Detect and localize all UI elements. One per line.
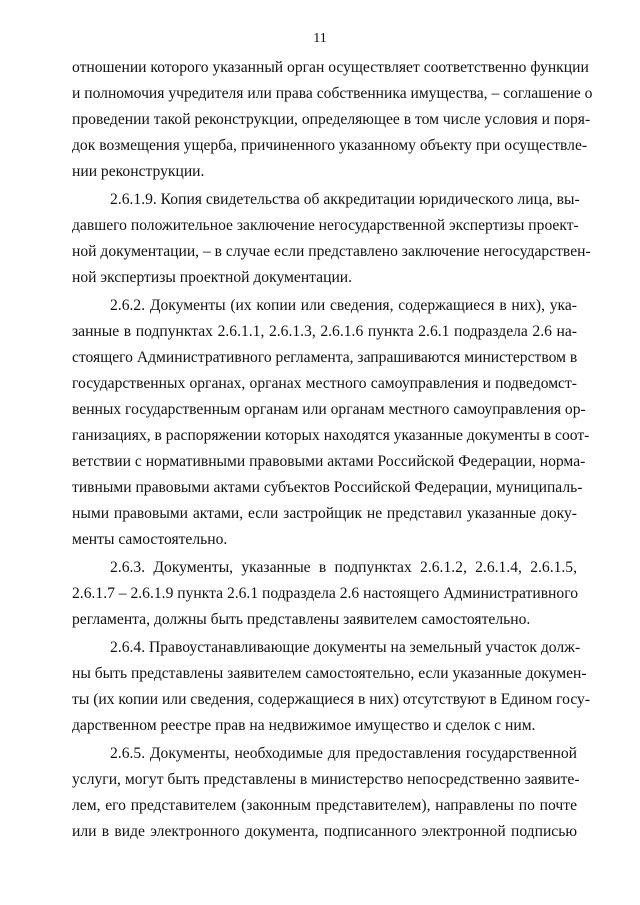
paragraph-first-line: 2.6.5. Документы, необходимые для предоставления государственной (110, 745, 577, 762)
paragraph-first-line: 2.6.3. Документы, указанные в подпунктах 2.6.1.2, 2.6.1.4, 2.6.1.5, (110, 559, 577, 576)
text-line: ветствии с нормативными правовыми актами Российской Федерации, норма- (72, 453, 586, 470)
text-line: отношении которого указанный орган осуществляет соответственно функции (72, 59, 589, 76)
paragraph-first-line: 2.6.2. Документы (их копии или сведения, содержащиеся в них), ука- (110, 297, 577, 314)
text-line: государственных органах, органах местного самоуправления и подведомст- (72, 375, 577, 392)
text-line: ной экспертизы проектной документации. (72, 269, 353, 286)
text-line: и полномочия учредителя или права собственника имущества, – соглашение о (72, 85, 593, 102)
text-line: ны быть представлены заявителем самостоятельно, если указанные докумен- (72, 665, 587, 682)
paragraph-first-line: 2.6.1.9. Копия свидетельства об аккредитации юридического лица, вы- (110, 191, 580, 208)
text-line: ной документации, – в случае если представлено заключение негосударствен- (72, 243, 591, 260)
text-line: проведении такой реконструкции, определяющее в том числе условия и поря- (72, 111, 591, 128)
text-line: дарственном реестре прав на недвижимое имущество и сделок с ним. (72, 717, 536, 734)
text-line: давшего положительное заключение негосударственной экспертизы проект- (72, 217, 579, 234)
text-line: занные в подпунктах 2.6.1.1, 2.6.1.3, 2.6.1.6 пункта 2.6.1 подраздела 2.6 на- (72, 323, 577, 340)
text-line: венных государственным органам или органам местного самоуправления ор- (72, 401, 586, 418)
text-line: док возмещения ущерба, причиненного указанному объекту при осуществле- (72, 137, 588, 154)
text-line: стоящего Административного регламента, запрашиваются министерством в (72, 349, 578, 366)
text-line: тивными правовыми актами субъектов Российской Федерации, муниципаль- (72, 479, 583, 496)
text-line: ты (их копии или сведения, содержащиеся в них) отсутствуют в Едином госу- (72, 691, 591, 708)
text-line: менты самостоятельно. (72, 531, 228, 548)
text-line: ными правовыми актами, если застройщик не представил указанные доку- (72, 505, 577, 522)
text-line: 2.6.1.7 – 2.6.1.9 пункта 2.6.1 подраздела 2.6 настоящего Административного (72, 585, 579, 602)
text-line: или в виде электронного документа, подписанного электронной подписью (72, 823, 577, 840)
text-line: регламента, должны быть представлены заявителем самостоятельно. (72, 611, 531, 628)
paragraph-first-line: 2.6.4. Правоустанавливающие документы на земельный участок долж- (110, 639, 581, 656)
text-line: ганизациях, в распоряжении которых находятся указанные документы в соот- (72, 427, 590, 444)
text-line: нии реконструкции. (72, 163, 205, 180)
text-line: услуги, могут быть представлены в министерство непосредственно заявите- (72, 771, 580, 788)
page-number: 11 (313, 31, 327, 46)
text-line: лем, его представителем (законным представителем), направлены по почте (72, 797, 577, 814)
